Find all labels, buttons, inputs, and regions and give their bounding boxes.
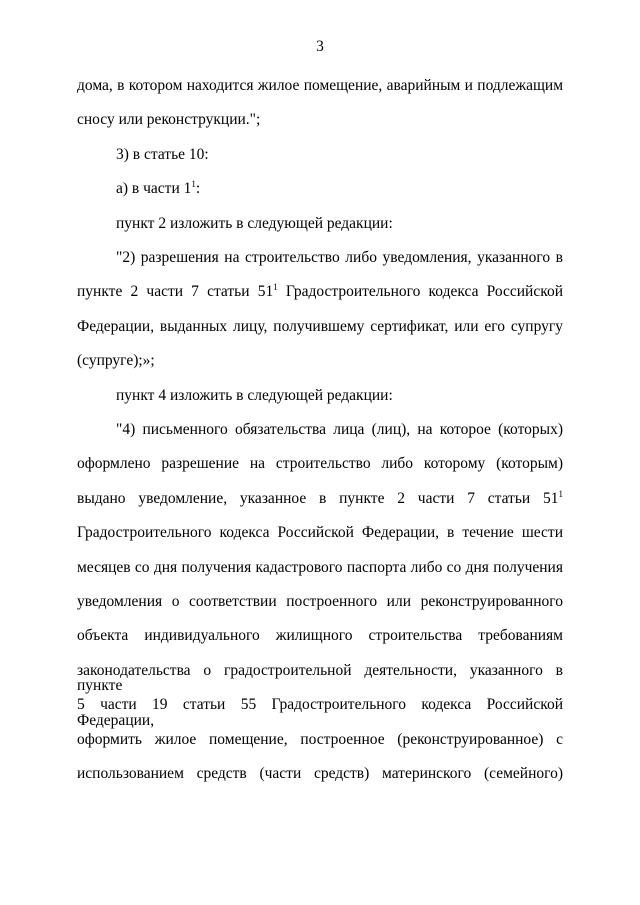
text-line [77, 663, 563, 694]
line-text: использованием средств (части средств) материнского (семейного) [77, 765, 563, 782]
text-line [77, 594, 563, 610]
line-text: пункт 2 изложить в следующей редакции: [116, 214, 393, 232]
line-text: дома, в котором находится жилое помещение, аварийным и подлежащим [77, 77, 563, 94]
text-line [77, 560, 563, 576]
line-text: оформлено разрешение на строительство либо которому (которым) [77, 455, 563, 473]
text-line [77, 319, 563, 335]
superscript: 1 [191, 179, 196, 190]
line-text: пункт 4 изложить в следующей редакции: [116, 386, 393, 404]
text-line [116, 388, 563, 404]
line-text: (супруге);»; [77, 352, 155, 370]
line-text: "2) разрешения на строительство либо уведомления, указанного в [116, 249, 563, 266]
line-text: 3) в статье 10: [116, 145, 209, 163]
text-line [77, 284, 563, 300]
text-line [77, 488, 563, 507]
line-text-tail: : [195, 180, 201, 198]
line-text: пункте 2 части 7 статьи 51 [77, 283, 274, 301]
superscript: 1 [558, 488, 563, 499]
text-line [77, 697, 563, 728]
text-line [77, 78, 563, 94]
text-line [77, 628, 563, 644]
text-line [77, 456, 563, 472]
text-line [77, 766, 563, 782]
text-line [116, 216, 563, 232]
line-text: 5 части 19 статьи 55 Градостроительного кодекса Российской Федерации, [77, 696, 563, 729]
line-text: Градостроительного кодекса Российской Федерации, в течение шести [77, 524, 563, 542]
line-text: а) в части 1 [116, 180, 192, 198]
line-text: "4) письменного обязательства лица (лиц), на которое (которых) [116, 421, 563, 438]
text-line [77, 732, 563, 748]
line-text: Федерации, выданных лицу, получившему сертификат, или его супругу [77, 317, 563, 335]
line-text: законодательства о градостроительной деятельности, указанного в пункте [77, 661, 563, 695]
text-line [77, 525, 563, 541]
page-number: 3 [316, 38, 324, 55]
superscript: 1 [273, 282, 278, 293]
text-line [116, 422, 563, 438]
text-line [116, 250, 563, 266]
line-text: объекта индивидуального жилищного строительства требованиям [77, 627, 563, 645]
text-line [116, 181, 563, 197]
line-text: выдано уведомление, указанное в пункте 2 части 7 статьи 51 [77, 489, 559, 507]
line-text-tail: Градостроительного кодекса Российской [277, 283, 563, 301]
text-line [77, 112, 563, 128]
line-text: оформить жилое помещение, построенное (реконструированное) с [77, 730, 563, 748]
line-text: уведомления о соответствии построенного или реконструированного [77, 593, 563, 610]
text-line [77, 353, 563, 369]
line-text: месяцев со дня получения кадастрового паспорта либо со дня получения [77, 558, 563, 576]
text-line [116, 147, 563, 163]
line-text: сносу или реконструкции."; [77, 111, 261, 129]
